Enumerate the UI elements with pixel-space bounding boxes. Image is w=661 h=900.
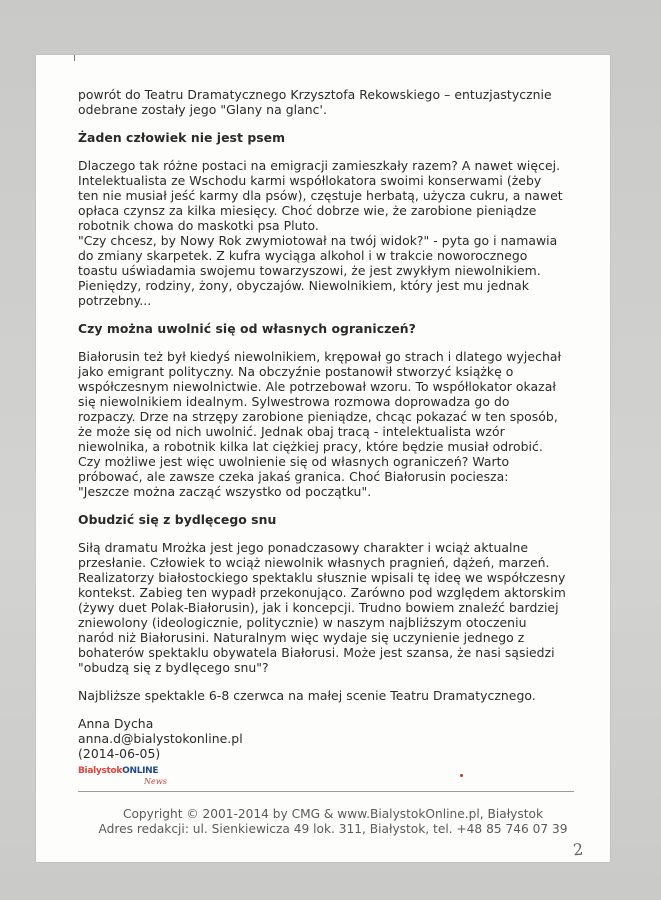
text-line: Czy możliwe jest więc uwolnienie się od własnych ograniczeń? Warto: [78, 454, 510, 469]
text-line: robotnik chowa do maskotki psa Pluto.: [78, 218, 319, 233]
page-footer: [78, 807, 588, 837]
text-line: opłaca czynsz za kilka miesięcy. Choć dobrze wie, że zarobione pieniądze: [78, 203, 537, 218]
scan-mark: [74, 55, 75, 61]
text-line: do zmiany skarpetek. Z kufra wyciąga alkohol i w trakcie noworocznego: [78, 248, 528, 263]
section-heading: Czy można uwolnić się od własnych ograniczeń?: [78, 321, 416, 336]
text-line: naród niż Białorusini. Naturalnym więc wydaje się uczynienie jednego z: [78, 630, 525, 645]
text-line: Realizatorzy białostockiego spektaklu słusznie wpisali tę ideę we współczesny: [78, 570, 566, 585]
text-line: potrzebny...: [78, 293, 152, 308]
bialystok-online-logo: [78, 764, 198, 788]
footer-divider: [78, 791, 574, 792]
footer-copyright: Copyright © 2001-2014 by CMG & www.BialystokOnline.pl, Białystok: [122, 807, 544, 821]
text-line: odebrane zostały jego "Glany na glanc'.: [78, 102, 327, 117]
author-email-link[interactable]: anna.d@bialystokonline.pl: [78, 731, 243, 746]
author-name: Anna Dycha: [78, 716, 154, 731]
text-line: że może się od nich uwolnić. Jednak obaj tracą - intelektualista wzór: [78, 424, 505, 439]
text-line: się niewolnikiem idealnym. Sylwestrowa rozmowa doprowadza go do: [78, 394, 510, 409]
handwritten-page-number: 2: [572, 839, 585, 860]
text-line: zniewolony (ideologicznie, politycznie) w naszym najbliższym otoczeniu: [78, 615, 527, 630]
text-line: powrót do Teatru Dramatycznego Krzysztofa Rekowskiego – entuzjastycznie: [78, 87, 552, 102]
text-line: (żywy duet Polak-Białorusin), jak i koncepcji. Trudno bowiem znaleźć bardziej: [78, 600, 559, 615]
red-speck: [460, 774, 463, 777]
text-line: przesłanie. Człowiek to wciąż niewolnik własnych pragnień, dążeń, marzeń.: [78, 555, 550, 570]
section-paragraph: [78, 349, 578, 499]
section-heading: Obudzić się z bydlęcego snu: [78, 512, 277, 527]
text-line: ten nie musiał jeść karmy dla psów), częstuje herbatą, użycza cukru, a nawet: [78, 188, 563, 203]
logo-part-online: ONLINE: [122, 766, 159, 776]
text-line: niewolnika, a robotnik kilka lat ciężkiej pracy, które będzie musiał odrobić.: [78, 439, 543, 454]
text-line: "Czy chcesz, by Nowy Rok zwymiotował na twój widok?" - pyta go i namawia: [78, 233, 558, 248]
footer-address: Adres redakcji: ul. Sienkiewicza 49 lok. 311, Białystok, tel. +48 85 746 07 39: [98, 822, 568, 836]
text-line: Dlaczego tak różne postaci na emigracji zamieszkały razem? A nawet więcej.: [78, 158, 561, 173]
intro-paragraph: [78, 87, 578, 117]
section-paragraph: [78, 158, 578, 308]
section-paragraph: [78, 540, 578, 675]
text-line: bohaterów spektaklu obywatela Białorusi. Może jest szansa, że nasi sąsiedzi: [78, 645, 555, 660]
text-line: próbować, ale zawsze czeka jakaś granica. Choć Białorusin pociesza:: [78, 469, 509, 484]
text-line: Pieniędzy, rodziny, żony, obyczajów. Niewolnikiem, który jest mu jednak: [78, 278, 530, 293]
text-line: "obudzą się z bydlęcego snu"?: [78, 660, 269, 675]
text-line: kontekst. Zabieg ten wypadł przekonująco. Zarówno pod względem aktorskim: [78, 585, 566, 600]
document-page: [36, 55, 610, 862]
text-line: Siłą dramatu Mrożka jest jego ponadczasowy charakter i wciąż aktualne: [78, 540, 529, 555]
logo-part-city: Bialystok: [78, 766, 123, 776]
article-body: [78, 87, 578, 788]
text-line: rozpaczy. Drze na strzępy zarobione pieniądze, chcąc pokazać w ten sposób,: [78, 409, 558, 424]
text-line: współczesnym niewolnictwie. Ale potrzebował wzoru. To współlokator okazał: [78, 379, 556, 394]
logo-news-label: News: [144, 777, 167, 786]
publication-date: (2014-06-05): [78, 746, 161, 761]
author-block: [78, 716, 578, 761]
text-line: jako emigrant polityczny. Na obczyźnie postanowił stworzyć książkę o: [78, 364, 514, 379]
section-heading: Żaden człowiek nie jest psem: [78, 130, 286, 145]
closing-note: Najbliższe spektakle 6-8 czerwca na małej scenie Teatru Dramatycznego.: [78, 688, 536, 703]
text-line: toastu uświadamia swojemu towarzyszowi, że jest zwykłym niewolnikiem.: [78, 263, 541, 278]
text-line: Intelektualista ze Wschodu karmi współlokatora swoimi konserwami (żeby: [78, 173, 542, 188]
text-line: Białorusin też był kiedyś niewolnikiem, krępował go strach i dlatego wyjechał: [78, 349, 562, 364]
text-line: "Jeszcze można zacząć wszystko od początku".: [78, 484, 372, 499]
